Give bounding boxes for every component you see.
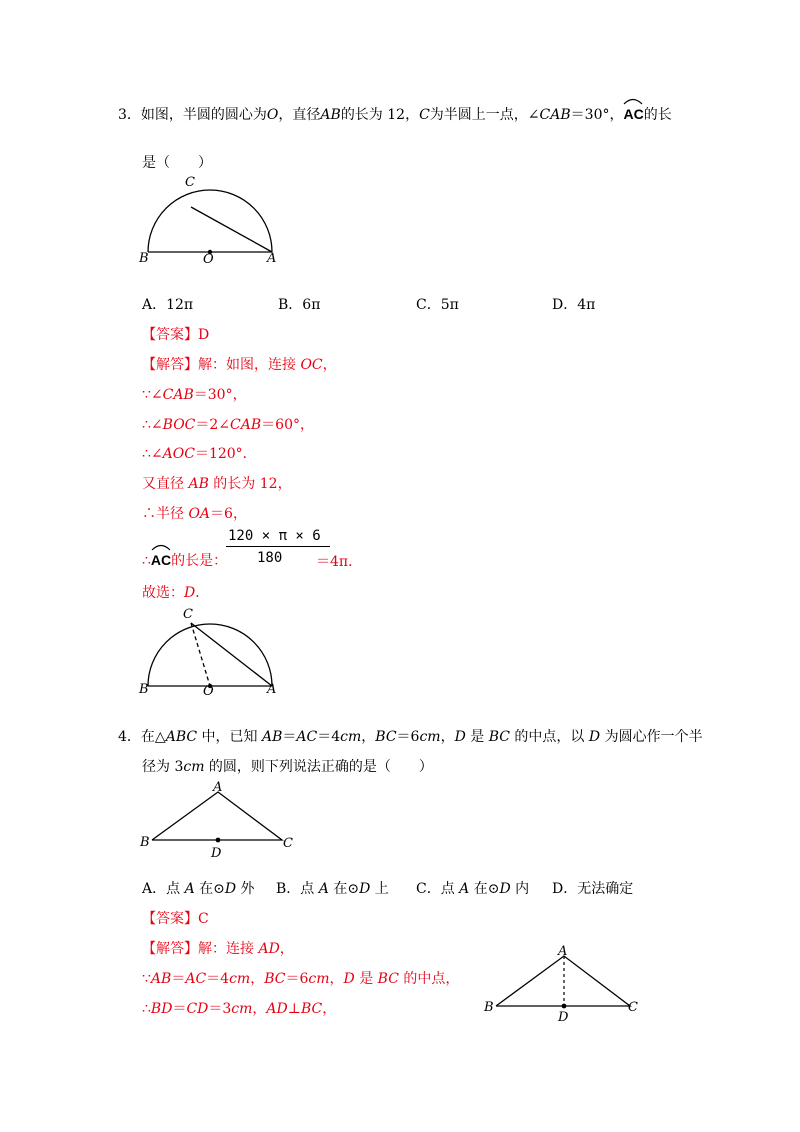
- arc-ac-symbol: AC: [623, 106, 643, 123]
- q4-fig-label-a: A: [213, 780, 223, 795]
- q3-solution-head: 【解答】解：如图，连接 OC，: [142, 357, 337, 373]
- q4-option-c: C．点 A 在⊙D 内: [416, 881, 530, 897]
- q3-fraction-numerator: 120 × π × 6: [228, 528, 321, 544]
- q4-option-a: A．点 A 在⊙D 外: [142, 881, 255, 897]
- q3-solution-line7: 故选：D．: [142, 585, 210, 601]
- q4-sol-fig-label-a: A: [558, 944, 568, 959]
- q3-solution-result: ＝4π．: [316, 554, 363, 570]
- q4-solution-line1: ∵AB＝AC＝4cm，BC＝6cm，D 是 BC 的中点，: [142, 971, 460, 987]
- q4-stem-line2: 径为 3cm 的圆，则下列说法正确的是（ ）: [142, 759, 433, 775]
- arc-ac-symbol: AC: [151, 552, 171, 569]
- q4-option-d: D．无法确定: [552, 881, 634, 897]
- q4-answer: 【答案】C: [142, 911, 209, 927]
- q3-solution-line3: ∴∠AOC＝120°．: [142, 446, 257, 462]
- q3-sol-fig-label-b: B: [139, 682, 149, 697]
- q3-number: 3．: [118, 107, 141, 123]
- q3-fig-label-c: C: [185, 175, 195, 190]
- q3-stem-line2: 是（ ）: [142, 155, 212, 171]
- q3-sol-fig-label-a: A: [267, 682, 277, 697]
- q4-option-b: B．点 A 在⊙D 上: [276, 881, 389, 897]
- q4-fig-label-d: D: [211, 846, 222, 861]
- q3-solution-line4: 又直径 AB 的长为 12，: [142, 476, 292, 492]
- q3-fig-label-a: A: [267, 251, 277, 266]
- q3-solution-line5: ∴半径 OA＝6，: [142, 506, 247, 522]
- q3-option-b: B．6π: [278, 297, 321, 313]
- q4-number: 4．: [118, 729, 141, 745]
- q4-solution-line2: ∴BD＝CD＝3cm，AD⊥BC，: [142, 1001, 337, 1017]
- q3-fig-label-o: O: [203, 252, 214, 267]
- q4-sol-fig-label-c: C: [628, 1000, 638, 1015]
- q3-solution-line1: ∵∠CAB＝30°，: [142, 387, 247, 403]
- q4-fig-label-b: B: [140, 835, 150, 850]
- q3-option-d: D．4π: [552, 297, 596, 313]
- q3-fig-label-b: B: [139, 251, 149, 266]
- q3-fraction-bar: [226, 546, 330, 547]
- q4-stem-line1: 4．在△ABC 中，已知 AB＝AC＝4cm，BC＝6cm，D 是 BC 的中点，以 D 为圆心作一个半: [118, 729, 703, 745]
- q4-fig-label-c: C: [283, 836, 293, 851]
- q3-stem-line1: 3．如图，半圆的圆心为O，直径AB的长为 12，C为半圆上一点，∠CAB＝30°， AC的长: [118, 104, 672, 124]
- q4-sol-fig-label-b: B: [484, 1000, 494, 1015]
- q4-solution-head: 【解答】解：连接 AD，: [142, 941, 294, 957]
- q3-sol-fig-label-o: O: [203, 684, 214, 699]
- q3-solution-line2: ∴∠BOC＝2∠CAB＝60°，: [142, 417, 314, 433]
- q3-answer: 【答案】D: [142, 327, 210, 343]
- q3-option-c: C．5π: [416, 297, 459, 313]
- q3-solution-line6: ∴ AC的长是：: [142, 550, 227, 570]
- q3-fraction-denominator: 180: [257, 550, 283, 566]
- q4-sol-fig-label-d: D: [558, 1010, 569, 1025]
- q3-sol-fig-label-c: C: [183, 607, 193, 622]
- q3-option-a: A．12π: [142, 297, 194, 313]
